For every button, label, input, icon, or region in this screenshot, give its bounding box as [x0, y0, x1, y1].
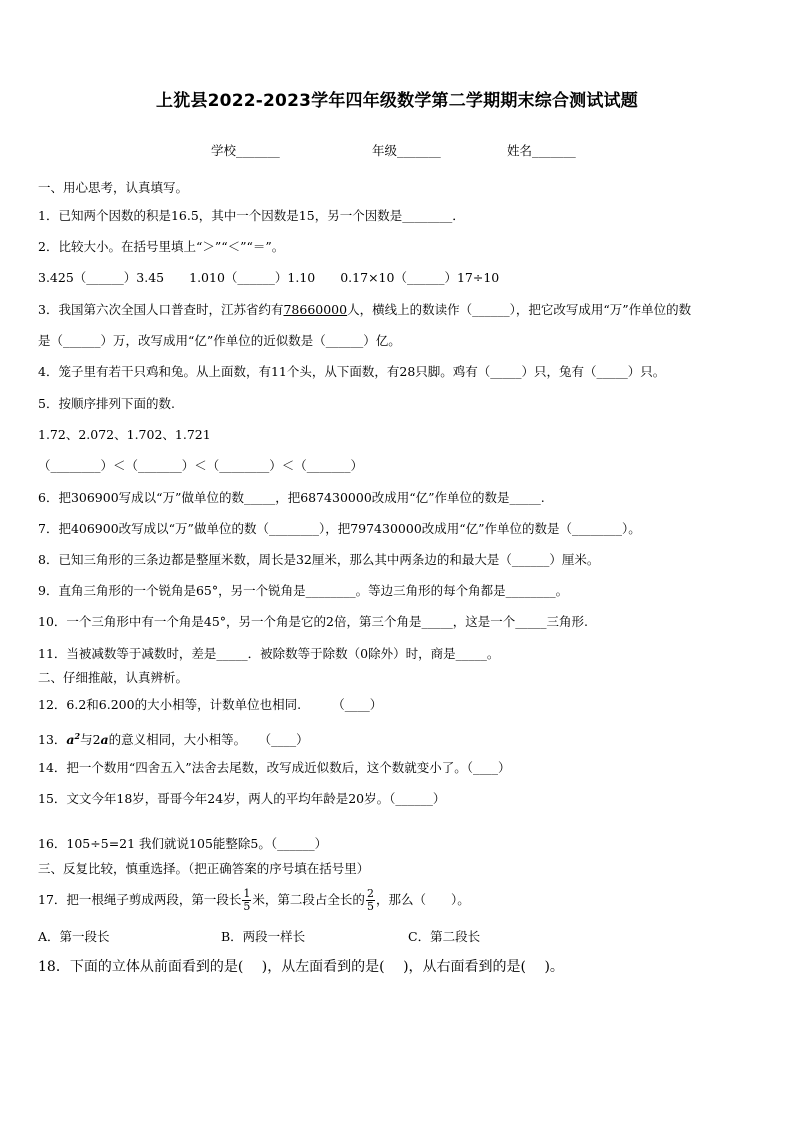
- question-18: 18．下面的立体从前面看到的是( )，从左面看到的是( )，从右面看到的是( )。: [38, 959, 564, 975]
- fraction-two-fifths: $\frac{2}{5}$: [366, 887, 374, 913]
- question-5-order-blanks: （________）＜（_______）＜（________）＜（_______）: [38, 458, 364, 473]
- q3-text-pre: 3．我国第六次全国人口普查时，江苏省约有: [38, 302, 284, 317]
- question-12: 12．6.2和6.200的大小相等，计数单位也相同. （____）: [38, 697, 383, 712]
- question-15: 15．文文今年18岁，哥哥今年24岁，两人的平均年龄是20岁。（______）: [38, 791, 446, 806]
- question-17: [38, 885, 470, 915]
- question-5-numbers: 1.72、2.072、1.702、1.721: [38, 427, 211, 442]
- question-2: 2．比较大小。在括号里填上“＞”“＜”“＝”。: [38, 239, 285, 254]
- section-heading-2: 二、仔细推敲，认真辨析。: [38, 670, 189, 685]
- fraction-one-fifth: $\frac{1}{5}$: [243, 887, 251, 913]
- q13-var-a: a: [100, 732, 109, 748]
- question-11: 11．当被减数等于减数时，差是_____．被除数等于除数（0除外）时，商是_____。: [38, 646, 500, 661]
- question-3-line-2: 是（______）万，改写成用“亿”作单位的近似数是（______）亿。: [38, 333, 401, 348]
- question-1: 1．已知两个因数的积是16.5，其中一个因数是15，另一个因数是________．: [38, 208, 465, 223]
- q3-underlined-number: 78660000: [283, 302, 348, 317]
- q3-text-post: 人，横线上的数读作（______），把它改写成用“万”作单位的数: [347, 302, 692, 317]
- section-heading-3: 三、反复比较，慎重选择。（把正确答案的序号填在括号里）: [38, 861, 370, 876]
- question-13: [38, 727, 309, 749]
- q17-text-post: ，那么（ ）。: [375, 892, 470, 907]
- q17-option-c: C．第二段长: [408, 929, 481, 944]
- question-10: 10．一个三角形中有一个角是45°，另一个角是它的2倍，第三个角是_____，这是一个_____三角形.: [38, 614, 588, 629]
- question-4: 4．笼子里有若干只鸡和兔。从上面数，有11个头，从下面数，有28只脚。鸡有（_____）只，兔有（_____）只。: [38, 364, 666, 379]
- q13-mid: 与2: [80, 732, 101, 748]
- question-5: 5．按顺序排列下面的数.: [38, 396, 175, 411]
- school-field: 学校_______: [211, 143, 280, 158]
- question-9: 9．直角三角形的一个锐角是65°，另一个锐角是________。等边三角形的每个角都是________。: [38, 583, 569, 598]
- section-heading-1: 一、用心思考，认真填写。: [38, 180, 189, 195]
- q13-number: 13．: [38, 732, 67, 748]
- question-16: 16．105÷5=21 我们就说105能整除5。（______）: [38, 836, 328, 851]
- question-6: 6．把306900写成以“万”做单位的数_____，把687430000改成用“亿”作单位的数是_____.: [38, 490, 545, 505]
- grade-field: 年级_______: [372, 143, 441, 158]
- question-14: 14．把一个数用“四舍五入”法舍去尾数，改写成近似数后，这个数就变小了。（____）: [38, 760, 511, 775]
- question-8: 8．已知三角形的三条边都是整厘米数，周长是32厘米，那么其中两条边的和最大是（______）厘米。: [38, 552, 600, 567]
- q17-text-mid: 米，第二段占全长的: [252, 892, 365, 907]
- q13-var-a-squared: $a^2$: [66, 731, 81, 748]
- q17-option-b: B．两段一样长: [221, 929, 306, 944]
- question-2-items: 3.425（______）3.45 1.010（______）1.10 0.17×10（______）17÷10: [38, 270, 500, 285]
- question-7: 7．把406900改写成以“万”做单位的数（________），把797430000改成用“亿”作单位的数是（________）。: [38, 521, 641, 536]
- q17-option-a: A．第一段长: [38, 929, 110, 944]
- q17-text-pre: 17．把一根绳子剪成两段，第一段长: [38, 892, 242, 907]
- page-title: 上犹县2022-2023学年四年级数学第二学期期末综合测试试题: [156, 91, 638, 111]
- name-field: 姓名_______: [507, 143, 576, 158]
- q13-post: 的意义相同，大小相等。 （____）: [108, 732, 309, 748]
- question-3-line-1: [38, 301, 691, 319]
